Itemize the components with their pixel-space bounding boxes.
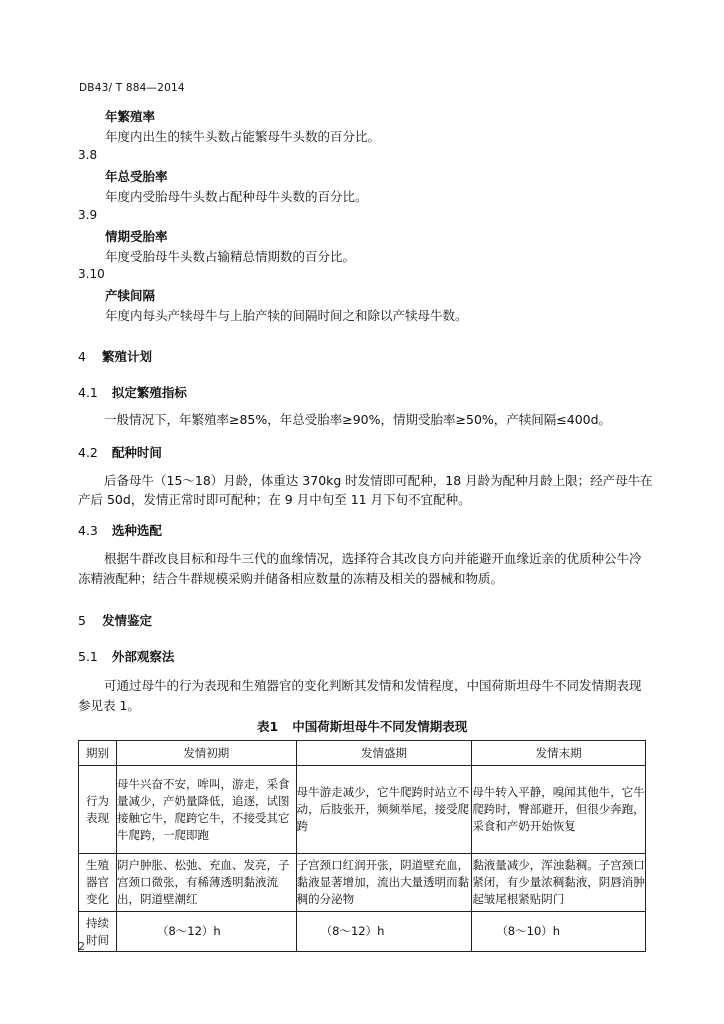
row-label-cell: [79, 766, 117, 854]
estrus-table: [78, 740, 646, 952]
table-header-cell: 发情盛期: [296, 741, 472, 766]
subsection-heading: [78, 647, 174, 665]
table-header-cell: 发情末期: [472, 741, 646, 766]
table-row: [79, 912, 646, 952]
term-definition: 年度受胎母牛头数占输精总情期数的百分比。: [105, 249, 356, 264]
section-heading: [78, 611, 152, 629]
section-heading: [78, 347, 152, 365]
table-header-cell: 发情初期: [116, 741, 296, 766]
paragraph-line: 产后 50d，发情正常时即可配种；在 9 月中旬至 11 月下旬不宜配种。: [78, 492, 471, 507]
table-caption: [257, 717, 467, 735]
standard-code: DB43/ T 884—2014: [79, 82, 185, 94]
row-label: 持续时间: [85, 915, 109, 947]
table-caption-number: 表1: [257, 719, 279, 734]
subsection-heading: [78, 383, 187, 401]
term-definition: 年度内出生的犊牛头数占能繁母牛头数的百分比。: [105, 129, 381, 144]
subsection-heading: [78, 521, 162, 539]
paragraph-line: 后备母牛（15～18）月龄，体重达 370kg 时发情即可配种，18 月龄为配种月龄上限；经产母牛在: [104, 473, 653, 488]
term-number: 3.8: [78, 148, 98, 162]
row-label: 行为表现: [85, 793, 109, 825]
table-cell: 母牛游走减少，它牛爬跨时站立不动，后肢张开，频频举尾，接受爬跨: [296, 766, 472, 854]
table-cell: （8～12）h: [296, 912, 472, 952]
row-label-cell: [79, 854, 117, 912]
table-cell: （8～10）h: [472, 912, 646, 952]
term-definition: 年度内受胎母牛头数占配种母牛头数的百分比。: [105, 189, 368, 204]
subsection-number: 4.2: [78, 445, 98, 460]
table-row: [79, 766, 646, 854]
paragraph-line: 一般情况下，年繁殖率≥85%，年总受胎率≥90%，情期受胎率≥50%，产犊间隔≤400d。: [104, 412, 612, 427]
subsection-number: 4.1: [78, 385, 98, 400]
subsection-title: 拟定繁殖指标: [111, 385, 187, 400]
subsection-title: 外部观察法: [111, 649, 175, 664]
page-number: 2: [78, 940, 85, 953]
paragraph-line: 根据牛群改良目标和母牛三代的血缘情况，选择符合其改良方向并能避开血缘近亲的优质种公牛冷: [104, 551, 642, 566]
paragraph-line: 冻精液配种；结合牛群规模采购并储备相应数量的冻精及相关的器械和物质。: [78, 571, 504, 586]
section-number: 4: [78, 349, 86, 364]
term-definition: 年度内每头产犊母牛与上胎产犊的间隔时间之和除以产犊母牛数。: [105, 308, 468, 323]
subsection-title: 配种时间: [111, 445, 162, 460]
table-header-row: [79, 741, 646, 766]
subsection-number: 4.3: [78, 523, 98, 538]
table-cell: 黏液量减少，浑浊黏稠。子宫颈口紧闭，有少量浓稠黏液，阴唇消肿起皱尾根紧贴阴门: [472, 854, 646, 912]
section-title: 繁殖计划: [101, 349, 152, 364]
row-label: 生殖器官变化: [85, 858, 109, 906]
section-title: 发情鉴定: [101, 613, 152, 628]
term-title: 情期受胎率: [105, 229, 168, 244]
table-cell: （8～12）h: [116, 912, 296, 952]
table-row: [79, 854, 646, 912]
table-caption-title: 中国荷斯坦母牛不同发情期表现: [292, 719, 468, 734]
term-title: 产犊间隔: [105, 288, 156, 303]
table-cell: 母牛兴奋不安，哞叫，游走，采食量减少，产奶量降低，追逐，试图接触它牛，爬跨它牛，不接受其它牛爬跨，一爬即跑: [116, 766, 296, 854]
subsection-number: 5.1: [78, 649, 98, 664]
table-cell: 子宫颈口红润开张，阴道壁充血，黏液显著增加，流出大量透明而黏稠的分泌物: [296, 854, 472, 912]
table-cell: 阴户肿胀、松弛、充血、发亮，子宫颈口微张，有稀薄透明黏液流出，阴道壁潮红: [116, 854, 296, 912]
term-title: 年总受胎率: [105, 169, 168, 184]
term-number: 3.9: [78, 208, 98, 222]
paragraph-line: 可通过母牛的行为表现和生殖器官的变化判断其发情和发情程度，中国荷斯坦母牛不同发情期表现: [104, 678, 642, 693]
subsection-heading: [78, 443, 162, 461]
subsection-title: 选种选配: [111, 523, 162, 538]
section-number: 5: [78, 613, 86, 628]
term-number: 3.10: [78, 267, 105, 281]
table-header-cell: 期别: [79, 741, 117, 766]
paragraph-line: 参见表 1。: [78, 698, 140, 713]
term-title: 年繁殖率: [105, 109, 156, 124]
table-cell: 母牛转入平静，嗅闻其他牛，它牛爬跨时，臀部避开，但很少奔跑，采食和产奶开始恢复: [472, 766, 646, 854]
